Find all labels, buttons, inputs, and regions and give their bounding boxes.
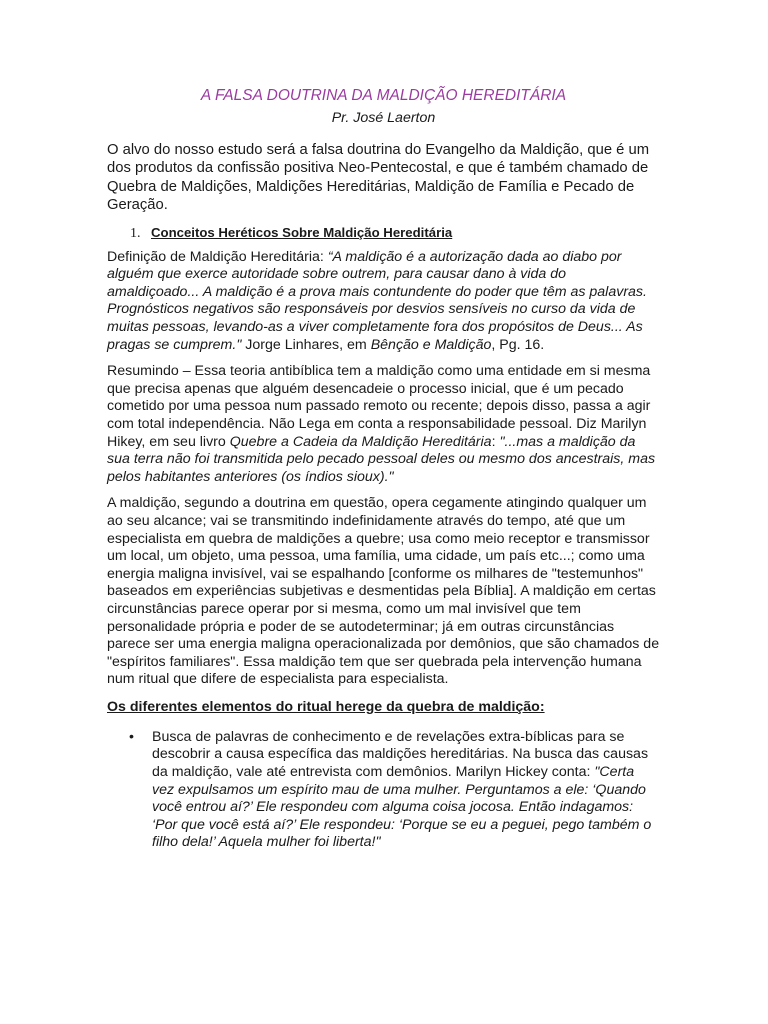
definition-paragraph bbox=[107, 249, 660, 355]
definition-lead: Definição de Maldição Hereditária: bbox=[107, 248, 328, 265]
definition-quote: “A maldição é a autorização dada ao diabo por alguém que exerce autoridade sobre outrem, para causar dano à vida do amaldiçoado... A maldição é a prova mais contundente do poder que têm as palavras. Prognósticos negativos são responsáveis por desvios sensíveis no curso da vida de muitas pessoas, levando-as a viver completamente fora dos propósitos de Deus... As pragas se cumprem." bbox=[107, 248, 647, 353]
section-1-title: Conceitos Heréticos Sobre Maldição Hereditária bbox=[151, 224, 453, 240]
section-2-heading: Os diferentes elementos do ritual herege da quebra de maldição: bbox=[107, 698, 545, 715]
summary-paragraph bbox=[107, 363, 660, 486]
summary-text: Resumindo – Essa teoria antibíblica tem a maldição como uma entidade em si mesma que precisa apenas que alguém desencadeie o processo inicial, que é um pecado cometido por uma pessoa num passado remoto ou recente; depois disso, passa a agir com total independência. Não Lega em conta a responsabilidade pessoal. Diz Marilyn Hikey, em seu livro bbox=[107, 363, 651, 450]
definition-source-book: Bênção e Maldição bbox=[370, 336, 492, 353]
bullet-text: Busca de palavras de conhecimento e de revelações extra-bíblicas para se descobrir a causa específica das maldições hereditárias. Na busca das causas da maldição, vale até entrevista com demônios. Marilyn Hickey conta: bbox=[152, 728, 649, 781]
document-title: A FALSA DOUTRINA DA MALDIÇÃO HEREDITÁRIA bbox=[200, 87, 567, 104]
summary-quote: "...mas a maldição da sua terra não foi transmitida pelo pecado pessoal deles ou mesmo dos ancestrais, mas pelos habitantes anteriores (os índios sioux)." bbox=[107, 433, 656, 485]
summary-book: Quebre a Cadeia da Maldição Hereditária bbox=[229, 433, 492, 450]
definition-source-post: , Pg. 16. bbox=[491, 336, 545, 353]
bullet-quote: "Certa vez expulsamos um espírito mau de uma mulher. Perguntamos a ele: ‘Quando você entrou aí?’ Ele respondeu com alguma coisa jocosa. Então indagamos: ‘Por que você está aí?’ Ele respondeu: ‘Porque se eu a peguei, pego também o filho dela!’ Aquela mulher foi liberta!" bbox=[152, 764, 652, 851]
intro-paragraph: O alvo do nosso estudo será a falsa doutrina do Evangelho da Maldição, que é um dos produtos da confissão positiva Neo-Pentecostal, e que é também chamado de Quebra de Maldições, Maldições Hereditárias, Maldição de Família e Pecado de Geração. bbox=[107, 142, 650, 214]
curse-paragraph: A maldição, segundo a doutrina em questão, opera cegamente atingindo qualquer um ao seu alcance; vai se transmitindo indefinidamente através do tempo, até que um especialista em quebra de maldições a quebre; usa como meio receptor e transmissor um local, um objeto, uma pessoa, uma família, uma cidade, um país etc...; como uma energia maligna invisível, vai se espalhando [conforme os milhares de "testemunhos" baseados em experiências subjetivas e desmentidas pela Bíblia]. A maldição em certas circunstâncias parece operar por si mesma, como um mal invisível que tem personalidade própria e poder de se autodeterminar; já em outras circunstâncias parece ser uma energia maligna operacionalizada por demônios, que são chamados de "espíritos familiares". Essa maldição tem que ser quebrada pela intervenção humana num ritual que difere de especialista para especialista. bbox=[107, 495, 660, 688]
list-item bbox=[107, 729, 660, 852]
section-1-number: 1. bbox=[130, 225, 141, 241]
definition-source-pre: Jorge Linhares, em bbox=[241, 336, 371, 353]
document-author: Pr. José Laerton bbox=[331, 110, 436, 126]
ritual-elements-list bbox=[107, 729, 660, 852]
bullet-icon: • bbox=[129, 728, 134, 745]
section-1-heading bbox=[107, 224, 660, 243]
summary-colon: : bbox=[491, 433, 496, 450]
